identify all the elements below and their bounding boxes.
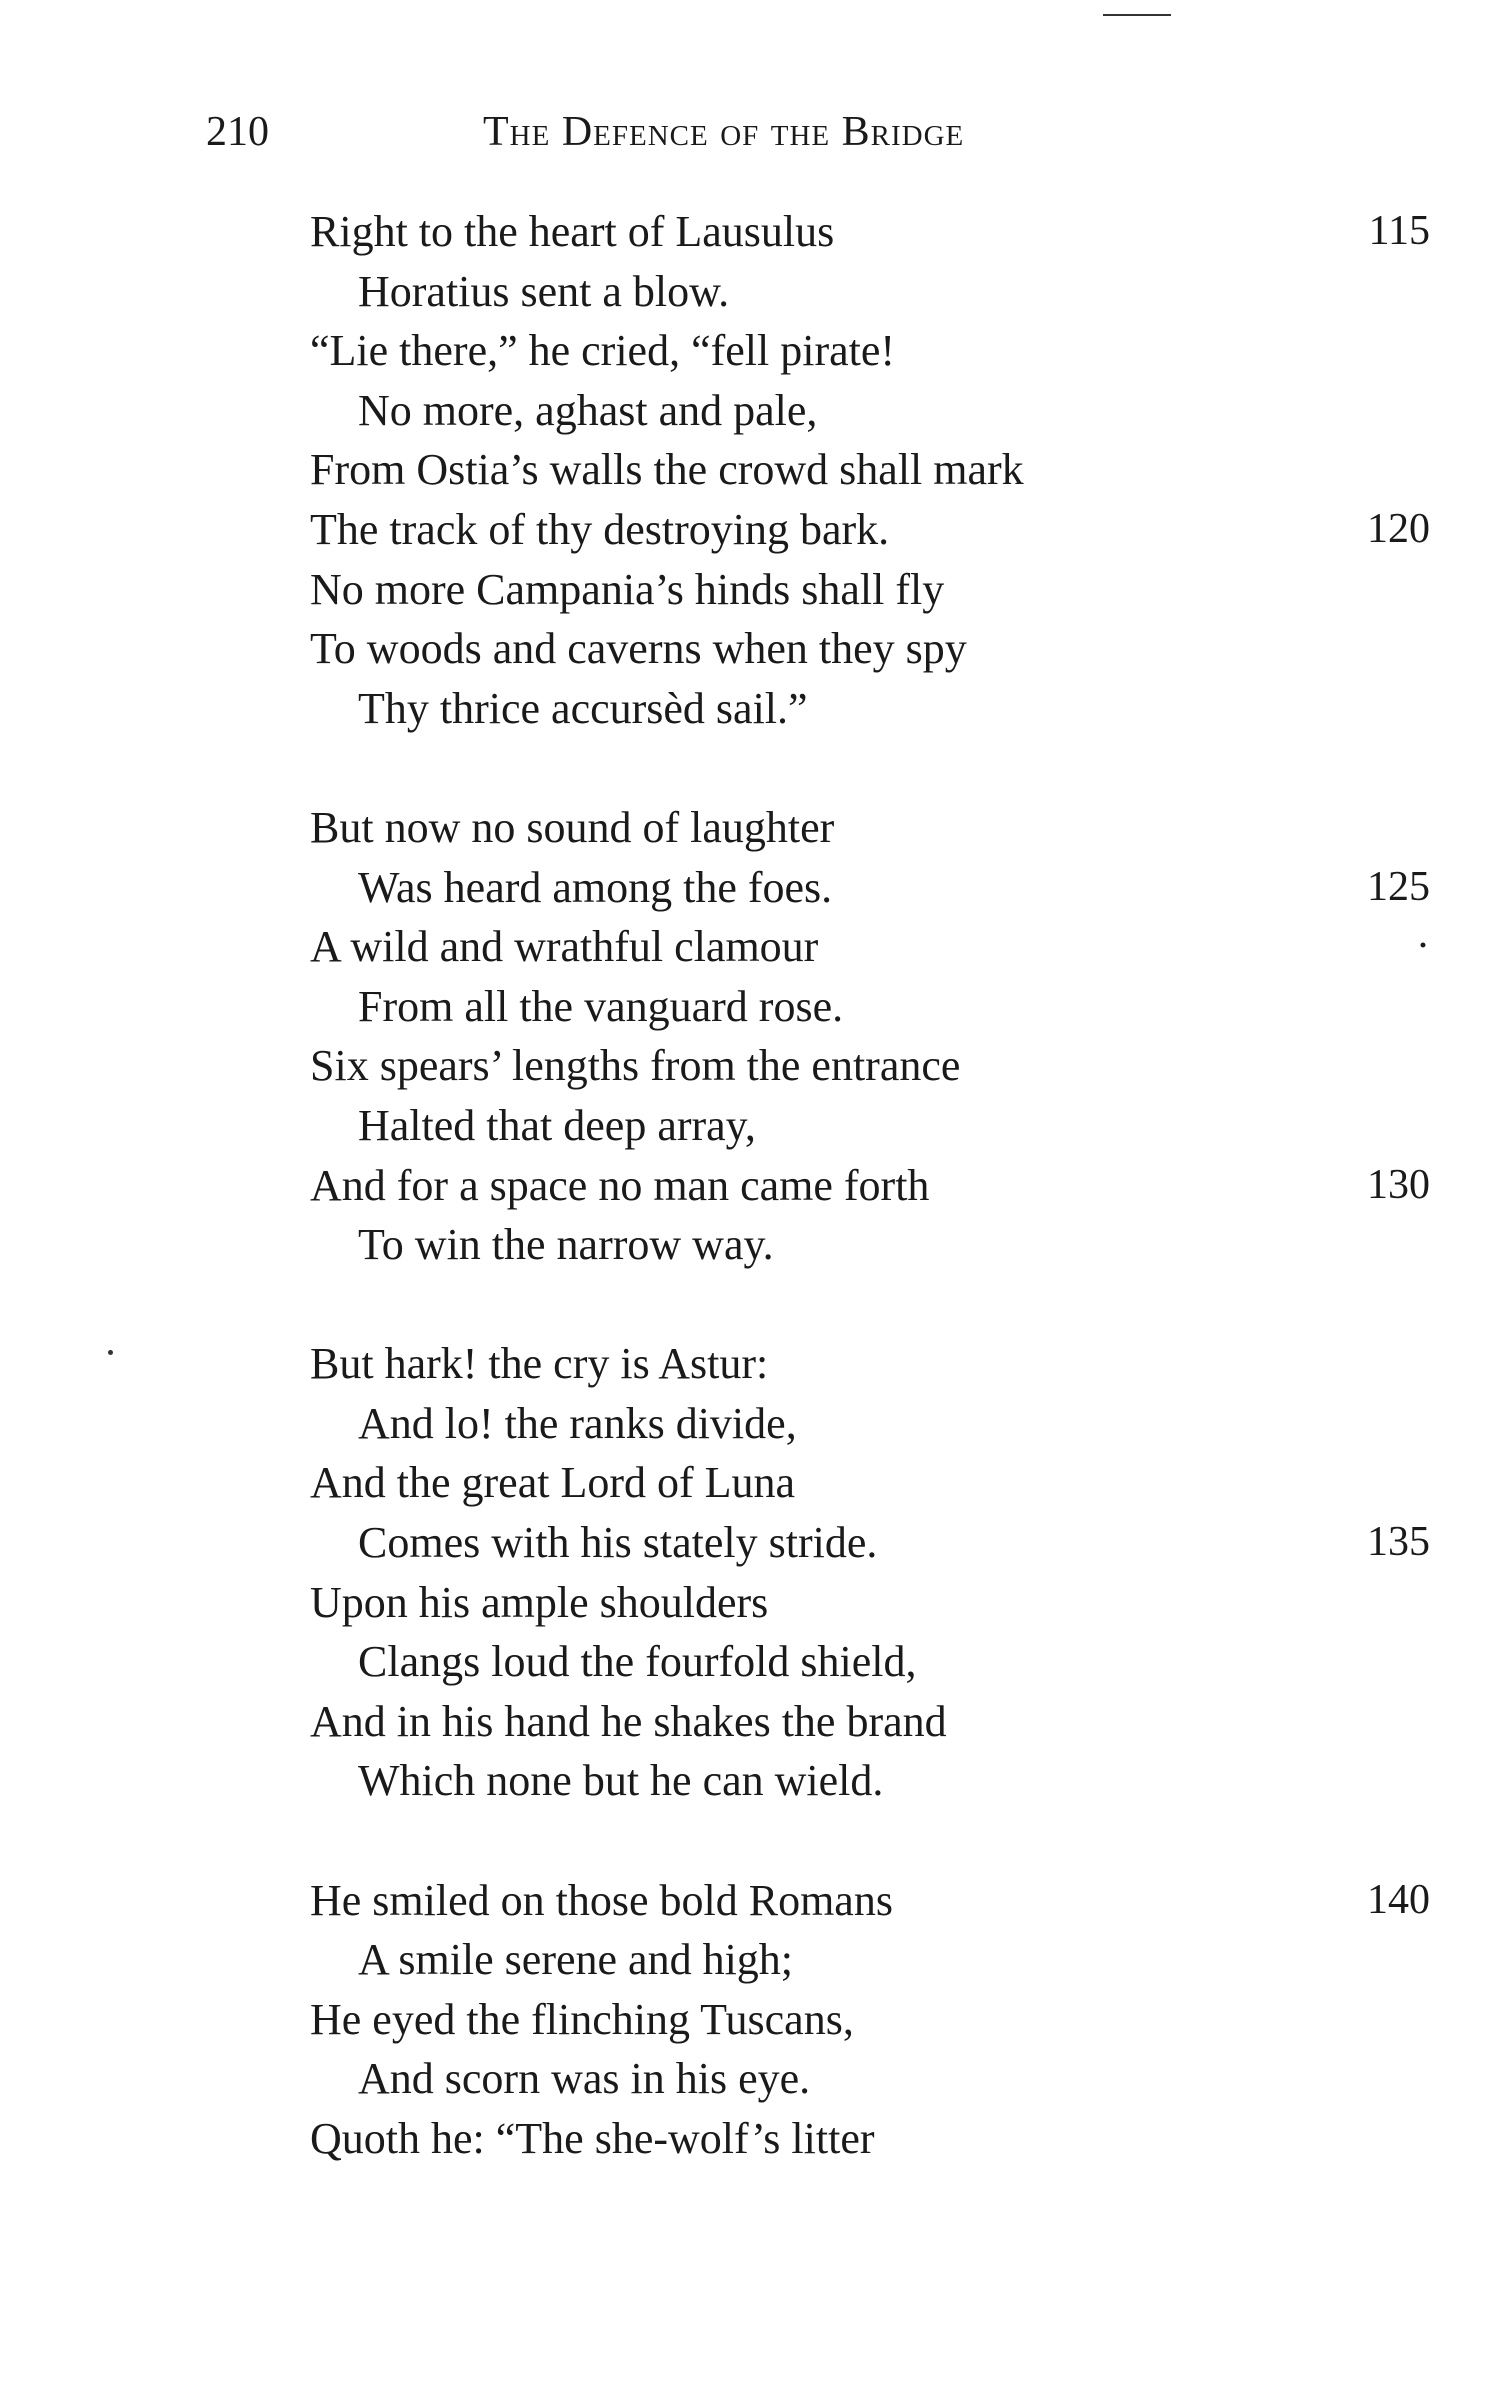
line-number: 120 <box>1367 505 1430 552</box>
verse-line-text: No more Campania’s hinds shall fly <box>310 564 945 614</box>
line-number: · <box>1416 923 1430 970</box>
stanza <box>310 1871 1430 2169</box>
verse-line <box>310 1573 1430 1633</box>
top-rule <box>1103 14 1171 16</box>
verse-line <box>310 381 1430 441</box>
verse-line-text: Horatius sent a blow. <box>358 266 730 316</box>
poem-body <box>310 202 1430 2169</box>
verse-line-text: Which none but he can wield. <box>358 1756 884 1806</box>
verse-line-text: A wild and wrathful clamour <box>310 922 819 972</box>
verse-line <box>310 619 1430 679</box>
verse-line <box>310 1930 1430 1990</box>
verse-line <box>310 262 1430 322</box>
verse-line <box>310 1692 1430 1752</box>
page-number: 210 <box>206 109 269 155</box>
verse-line <box>310 202 1430 262</box>
verse-line-text: Upon his ample shoulders <box>310 1577 769 1627</box>
verse-line-text: Thy thrice accursèd sail.” <box>358 683 808 733</box>
verse-line <box>310 1990 1430 2050</box>
stanza-gap <box>310 738 1430 798</box>
verse-line <box>310 858 1430 918</box>
verse-line-text: To win the narrow way. <box>358 1220 774 1270</box>
verse-line <box>310 1036 1430 1096</box>
verse-line <box>310 1751 1430 1811</box>
stanza <box>310 202 1430 738</box>
verse-line-text: Clangs loud the fourfold shield, <box>358 1637 917 1687</box>
stanza-gap <box>310 1275 1430 1335</box>
verse-line-text: Six spears’ lengths from the entrance <box>310 1041 961 1091</box>
stanza <box>310 798 1430 1275</box>
verse-line-text: He smiled on those bold Romans <box>310 1875 893 1925</box>
line-number: 130 <box>1367 1161 1430 1208</box>
running-head: The Defence of the Bridge <box>483 109 965 155</box>
verse-line <box>310 1096 1430 1156</box>
verse-line-text: But now no sound of laughter <box>310 802 835 852</box>
verse-line <box>310 1215 1430 1275</box>
verse-line <box>310 1871 1430 1931</box>
verse-line <box>310 560 1430 620</box>
verse-line <box>310 977 1430 1037</box>
verse-line <box>310 440 1430 500</box>
verse-line <box>310 1334 1430 1394</box>
verse-line-text: And in his hand he shakes the brand <box>310 1696 947 1746</box>
verse-line <box>310 917 1430 977</box>
verse-line-text: And for a space no man came forth <box>310 1160 930 1210</box>
verse-line <box>310 1394 1430 1454</box>
stray-ink-mark <box>108 1350 113 1355</box>
verse-line <box>310 798 1430 858</box>
verse-line <box>310 679 1430 739</box>
line-number: 115 <box>1368 208 1430 254</box>
verse-line-text: A smile serene and high; <box>358 1935 794 1985</box>
line-number: 125 <box>1367 863 1430 910</box>
verse-line <box>310 1632 1430 1692</box>
verse-line-text: And lo! the ranks divide, <box>358 1398 797 1448</box>
verse-line <box>310 1513 1430 1573</box>
verse-line-text: He eyed the flinching Tuscans, <box>310 1994 854 2044</box>
verse-line-text: The track of thy destroying bark. <box>310 504 890 554</box>
verse-line-text: To woods and caverns when they spy <box>310 624 967 674</box>
verse-line <box>310 2049 1430 2109</box>
verse-line-text: And scorn was in his eye. <box>358 2054 811 2104</box>
verse-line-text: No more, aghast and pale, <box>358 385 818 435</box>
verse-line <box>310 321 1430 381</box>
verse-line-text: From Ostia’s walls the crowd shall mark <box>310 445 1024 495</box>
verse-line-text: Halted that deep array, <box>358 1100 756 1150</box>
verse-line-text: And the great Lord of Luna <box>310 1458 796 1508</box>
verse-line-text: “Lie there,” he cried, “fell pirate! <box>310 326 896 376</box>
verse-line <box>310 2109 1430 2169</box>
stanza-gap <box>310 1811 1430 1871</box>
verse-line <box>310 1453 1430 1513</box>
verse-line-text: Comes with his stately stride. <box>358 1518 878 1568</box>
verse-line <box>310 500 1430 560</box>
line-number: 135 <box>1367 1519 1430 1566</box>
stanza <box>310 1334 1430 1811</box>
verse-line-text: From all the vanguard rose. <box>358 981 844 1031</box>
verse-line-text: Right to the heart of Lausulus <box>310 207 835 256</box>
verse-line-text: Was heard among the foes. <box>358 862 833 912</box>
verse-line-text: Quoth he: “The she-wolf’s litter <box>310 2114 875 2163</box>
verse-line-text: But hark! the cry is Astur: <box>310 1339 769 1389</box>
verse-line <box>310 1156 1430 1216</box>
line-number: 140 <box>1367 1876 1430 1923</box>
